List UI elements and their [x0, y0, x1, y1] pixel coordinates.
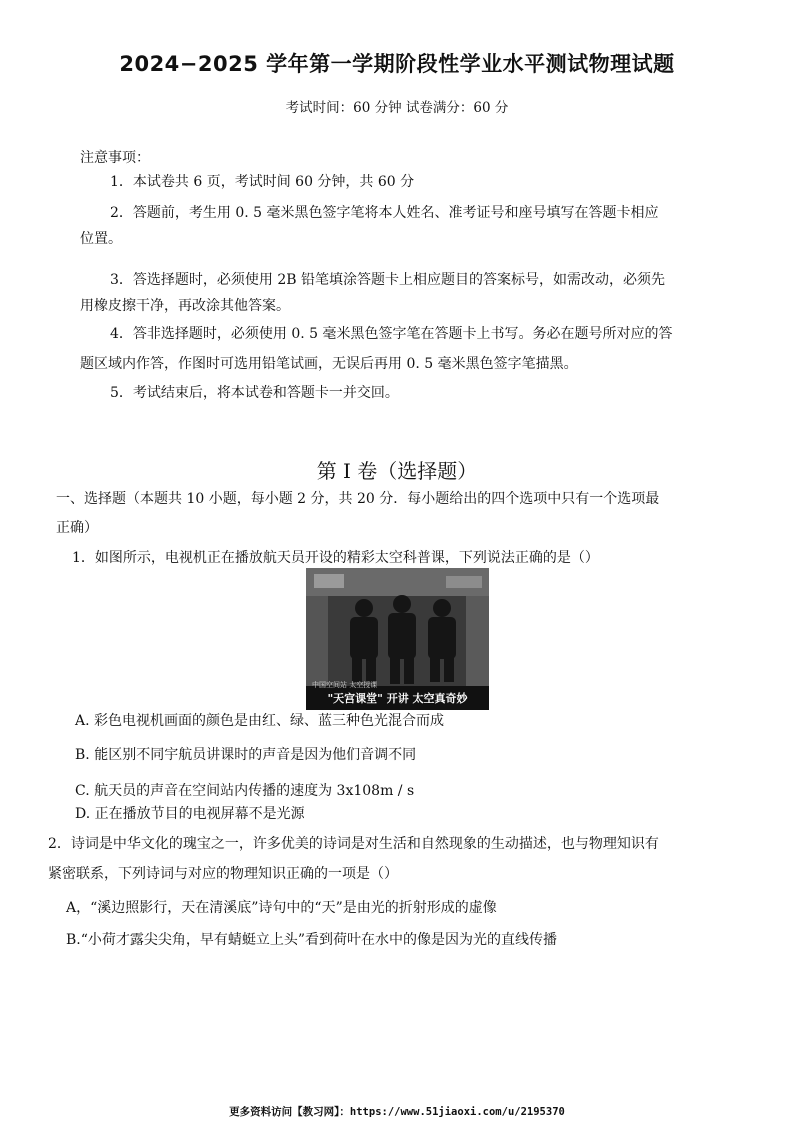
- footer-link[interactable]: 更多资料访问【教习网】：https://www.51jiaoxi.com/u/2195370: [229, 1106, 565, 1118]
- figure-caption: "天宫课堂" 开讲 太空真奇妙: [327, 692, 468, 705]
- q1-option-b: B. 能区别不同宇航员讲课时的声音是因为他们音调不同: [75, 747, 417, 763]
- q2-option-b: B.“小荷才露尖尖角，早有蜻蜓立上头”看到荷叶在水中的像是因为光的直线传播: [66, 932, 558, 948]
- note-line-4-cont: 题区域内作答，作图时可选用铅笔试画，无误后再用 0. 5 毫米黑色签字笔描黑。: [80, 356, 578, 372]
- q1-option-d: D. 正在播放节目的电视屏幕不是光源: [75, 806, 305, 822]
- note-line-3-cont: 用橡皮擦干净，再改涂其他答案。: [80, 298, 290, 314]
- note-line-3: 3．答选择题时，必须使用 2B 铅笔填涂答题卡上相应题目的答案标号，如需改动，必须先: [110, 272, 666, 288]
- section-instruction-1: 一、选择题（本题共 10 小题，每小题 2 分，共 20 分．每小题给出的四个选项中只有一个选项最: [56, 491, 660, 507]
- exam-title: 2024−2025 学年第一学期阶段性学业水平测试物理试题: [119, 52, 675, 76]
- q2-option-a: A，“溪边照影行，天在清溪底”诗句中的“天”是由光的折射形成的虚像: [66, 900, 497, 916]
- question-2-stem-2: 紧密联系，下列诗词与对应的物理知识正确的一项是（）: [48, 866, 398, 882]
- note-line-4: 4．答非选择题时，必须使用 0. 5 毫米黑色签字笔在答题卡上书写。务必在题号所对应的答: [110, 326, 673, 342]
- note-line-2: 2．答题前，考生用 0. 5 毫米黑色签字笔将本人姓名、准考证号和座号填写在答题卡相应: [110, 205, 659, 221]
- tv-classroom-photo: [306, 568, 489, 710]
- q1-option-a: A. 彩色电视机画面的颜色是由红、绿、蓝三种色光混合而成: [75, 713, 445, 729]
- note-line-5: 5．考试结束后，将本试卷和答题卡一并交回。: [110, 385, 399, 401]
- section-instruction-2: 正确）: [56, 520, 98, 536]
- section-title: 第 I 卷（选择题）: [316, 459, 478, 483]
- figure-small-caption: 中国空间站 太空授课: [312, 681, 378, 689]
- question-1-stem: 1．如图所示，电视机正在播放航天员开设的精彩太空科普课，下列说法正确的是（）: [72, 550, 599, 566]
- notes-heading: 注意事项：: [80, 150, 150, 166]
- question-2-stem-1: 2．诗词是中华文化的瑰宝之一，许多优美的诗词是对生活和自然现象的生动描述，也与物理知识有: [48, 836, 659, 852]
- note-line-2-cont: 位置。: [80, 231, 122, 247]
- q1-option-c: C. 航天员的声音在空间站内传播的速度为 3x108m / s: [75, 783, 415, 799]
- note-line-1: 1．本试卷共 6 页，考试时间 60 分钟，共 60 分: [110, 174, 415, 190]
- exam-time-info: 考试时间：60 分钟 试卷满分：60 分: [285, 100, 509, 116]
